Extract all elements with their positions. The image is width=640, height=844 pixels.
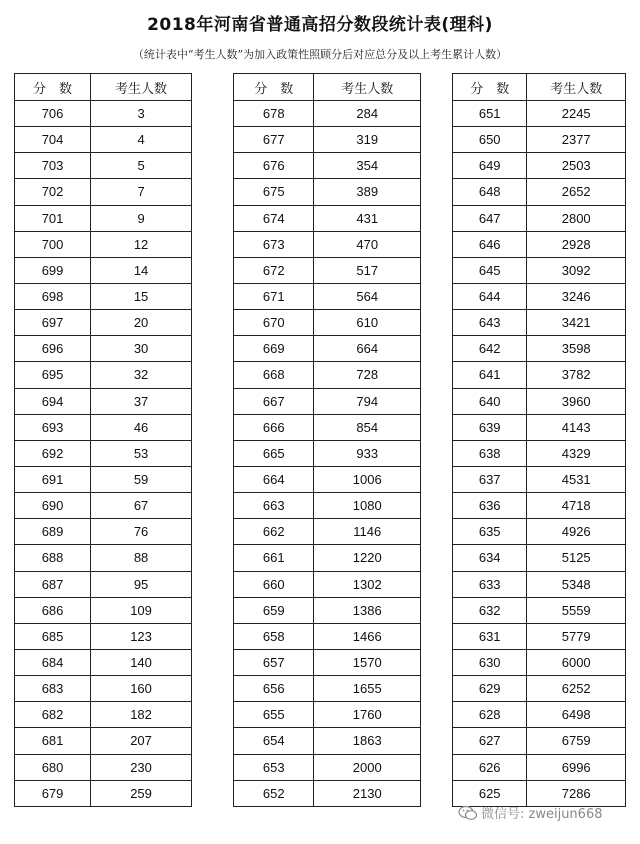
count-cell: 123 [91,623,192,649]
count-cell: 7286 [527,780,626,806]
table-row [453,153,626,179]
count-cell: 5348 [527,571,626,597]
table-row [15,310,192,336]
count-cell: 2130 [314,780,421,806]
count-cell: 319 [314,127,421,153]
table-row [15,754,192,780]
count-cell: 12 [91,231,192,257]
score-cell: 691 [15,466,91,492]
score-cell: 682 [15,702,91,728]
count-cell: 76 [91,519,192,545]
score-table-3 [452,73,626,807]
table-row [234,362,421,388]
score-cell: 625 [453,780,527,806]
score-cell: 628 [453,702,527,728]
score-cell: 672 [234,257,314,283]
count-cell: 794 [314,388,421,414]
table-row [15,257,192,283]
score-cell: 642 [453,336,527,362]
count-cell: 3598 [527,336,626,362]
table-row [234,179,421,205]
count-cell: 230 [91,754,192,780]
count-cell: 354 [314,153,421,179]
count-cell: 59 [91,466,192,492]
count-cell: 3782 [527,362,626,388]
score-cell: 638 [453,440,527,466]
score-cell: 668 [234,362,314,388]
column-header-count: 考生人数 [527,74,626,101]
table-row [234,231,421,257]
score-cell: 694 [15,388,91,414]
score-cell: 656 [234,676,314,702]
score-cell: 645 [453,257,527,283]
score-cell: 641 [453,362,527,388]
score-cell: 631 [453,623,527,649]
count-cell: 5125 [527,545,626,571]
score-cell: 652 [234,780,314,806]
count-cell: 2377 [527,127,626,153]
table-row [453,728,626,754]
table-row [453,676,626,702]
column-header-count: 考生人数 [314,74,421,101]
table-row [15,153,192,179]
table-row [453,493,626,519]
count-cell: 182 [91,702,192,728]
column-header-score: 分 数 [234,74,314,101]
count-cell: 6000 [527,649,626,675]
count-cell: 3960 [527,388,626,414]
score-cell: 673 [234,231,314,257]
score-cell: 674 [234,205,314,231]
count-cell: 3 [91,101,192,127]
score-cell: 676 [234,153,314,179]
score-cell: 630 [453,649,527,675]
table-row [15,205,192,231]
column-header-count: 考生人数 [91,74,192,101]
table-row [453,362,626,388]
count-cell: 2928 [527,231,626,257]
count-cell: 4531 [527,466,626,492]
score-cell: 704 [15,127,91,153]
table-row [234,597,421,623]
table-row [234,257,421,283]
score-cell: 627 [453,728,527,754]
count-cell: 1220 [314,545,421,571]
count-cell: 389 [314,179,421,205]
score-cell: 646 [453,231,527,257]
table-row [15,493,192,519]
count-cell: 1655 [314,676,421,702]
page-subtitle: （统计表中“考生人数”为加入政策性照顾分后对应总分及以上考生累计人数） [132,48,508,61]
count-cell: 3092 [527,257,626,283]
score-cell: 671 [234,283,314,309]
score-cell: 653 [234,754,314,780]
count-cell: 259 [91,780,192,806]
score-cell: 665 [234,440,314,466]
score-cell: 633 [453,571,527,597]
table-row [15,780,192,806]
table-row [15,571,192,597]
score-cell: 683 [15,676,91,702]
table-row [453,101,626,127]
table-row [453,257,626,283]
table-row [15,101,192,127]
score-cell: 637 [453,466,527,492]
count-cell: 4718 [527,493,626,519]
table-row [453,283,626,309]
count-cell: 95 [91,571,192,597]
count-cell: 1386 [314,597,421,623]
score-cell: 663 [234,493,314,519]
table-row [234,414,421,440]
score-cell: 677 [234,127,314,153]
count-cell: 9 [91,205,192,231]
score-cell: 687 [15,571,91,597]
score-cell: 629 [453,676,527,702]
score-cell: 634 [453,545,527,571]
count-cell: 1006 [314,466,421,492]
count-cell: 5779 [527,623,626,649]
count-cell: 2652 [527,179,626,205]
score-cell: 690 [15,493,91,519]
count-cell: 109 [91,597,192,623]
count-cell: 160 [91,676,192,702]
watermark-text: 微信号: zweijun668 [481,807,603,822]
score-cell: 643 [453,310,527,336]
score-cell: 660 [234,571,314,597]
table-row [15,519,192,545]
score-cell: 692 [15,440,91,466]
table-row [234,676,421,702]
table-row [234,623,421,649]
score-cell: 700 [15,231,91,257]
count-cell: 3246 [527,283,626,309]
table-row [234,153,421,179]
table-row [453,231,626,257]
table-row [234,754,421,780]
score-cell: 706 [15,101,91,127]
table-row [15,728,192,754]
count-cell: 1760 [314,702,421,728]
table-row [15,283,192,309]
table-row [234,728,421,754]
count-cell: 30 [91,336,192,362]
score-cell: 669 [234,336,314,362]
table-row [453,127,626,153]
table-row [453,466,626,492]
count-cell: 470 [314,231,421,257]
table-row [234,127,421,153]
count-cell: 15 [91,283,192,309]
score-cell: 684 [15,649,91,675]
table-row [234,780,421,806]
count-cell: 6498 [527,702,626,728]
count-cell: 140 [91,649,192,675]
score-cell: 678 [234,101,314,127]
table-row [15,676,192,702]
table-row [234,310,421,336]
score-cell: 688 [15,545,91,571]
count-cell: 88 [91,545,192,571]
table-row [453,597,626,623]
table-row [15,649,192,675]
table-row [234,205,421,231]
score-cell: 659 [234,597,314,623]
table-row [453,388,626,414]
count-cell: 933 [314,440,421,466]
score-cell: 647 [453,205,527,231]
count-cell: 1080 [314,493,421,519]
count-cell: 6759 [527,728,626,754]
wechat-icon [458,805,478,821]
table-row [453,519,626,545]
count-cell: 2503 [527,153,626,179]
count-cell: 14 [91,257,192,283]
score-cell: 640 [453,388,527,414]
count-cell: 5 [91,153,192,179]
score-cell: 654 [234,728,314,754]
count-cell: 564 [314,283,421,309]
score-cell: 699 [15,257,91,283]
score-cell: 661 [234,545,314,571]
score-cell: 636 [453,493,527,519]
count-cell: 2245 [527,101,626,127]
score-cell: 679 [15,780,91,806]
table-row [453,205,626,231]
table-row [453,702,626,728]
count-cell: 517 [314,257,421,283]
count-cell: 854 [314,414,421,440]
table-row [15,179,192,205]
table-row [234,283,421,309]
score-cell: 702 [15,179,91,205]
score-cell: 648 [453,179,527,205]
page-title: 2018年河南省普通高招分数段统计表(理科) [147,15,493,35]
count-cell: 4143 [527,414,626,440]
count-cell: 1466 [314,623,421,649]
count-cell: 2800 [527,205,626,231]
table-row [234,571,421,597]
count-cell: 2000 [314,754,421,780]
table-row [15,597,192,623]
table-row [453,649,626,675]
count-cell: 53 [91,440,192,466]
score-cell: 658 [234,623,314,649]
table-row [453,179,626,205]
table-row [453,571,626,597]
score-cell: 680 [15,754,91,780]
score-cell: 701 [15,205,91,231]
table-row [234,493,421,519]
count-cell: 4329 [527,440,626,466]
table-row [234,388,421,414]
table-row [234,336,421,362]
score-cell: 639 [453,414,527,440]
count-cell: 32 [91,362,192,388]
table-row [234,649,421,675]
table-row [453,754,626,780]
score-cell: 626 [453,754,527,780]
count-cell: 431 [314,205,421,231]
score-cell: 675 [234,179,314,205]
score-cell: 657 [234,649,314,675]
table-row [15,362,192,388]
score-cell: 697 [15,310,91,336]
table-row [453,623,626,649]
count-cell: 1570 [314,649,421,675]
score-cell: 670 [234,310,314,336]
table-row [234,440,421,466]
score-cell: 664 [234,466,314,492]
count-cell: 284 [314,101,421,127]
count-cell: 7 [91,179,192,205]
score-cell: 693 [15,414,91,440]
table-row [453,440,626,466]
score-cell: 666 [234,414,314,440]
score-cell: 650 [453,127,527,153]
count-cell: 207 [91,728,192,754]
table-row [15,545,192,571]
count-cell: 1146 [314,519,421,545]
score-cell: 662 [234,519,314,545]
count-cell: 6996 [527,754,626,780]
score-cell: 685 [15,623,91,649]
score-cell: 649 [453,153,527,179]
score-cell: 689 [15,519,91,545]
count-cell: 5559 [527,597,626,623]
count-cell: 20 [91,310,192,336]
watermark [458,803,602,822]
score-cell: 681 [15,728,91,754]
table-row [453,545,626,571]
score-cell: 632 [453,597,527,623]
table-row [234,519,421,545]
score-table-2 [233,73,421,807]
table-row [234,702,421,728]
score-cell: 655 [234,702,314,728]
table-row [453,336,626,362]
count-cell: 4 [91,127,192,153]
count-cell: 1863 [314,728,421,754]
score-cell: 703 [15,153,91,179]
score-cell: 698 [15,283,91,309]
score-cell: 667 [234,388,314,414]
table-row [15,336,192,362]
count-cell: 4926 [527,519,626,545]
table-row [15,127,192,153]
score-cell: 635 [453,519,527,545]
table-row [15,623,192,649]
table-row [15,231,192,257]
table-row [453,310,626,336]
table-row [15,466,192,492]
table-row [15,414,192,440]
table-row [234,545,421,571]
table-row [234,101,421,127]
table-row [15,440,192,466]
score-cell: 686 [15,597,91,623]
count-cell: 728 [314,362,421,388]
count-cell: 37 [91,388,192,414]
count-cell: 6252 [527,676,626,702]
score-cell: 695 [15,362,91,388]
score-table-1 [14,73,192,807]
column-header-score: 分 数 [15,74,91,101]
table-row [453,414,626,440]
count-cell: 664 [314,336,421,362]
table-row [15,388,192,414]
count-cell: 1302 [314,571,421,597]
column-header-score: 分 数 [453,74,527,101]
count-cell: 67 [91,493,192,519]
score-cell: 651 [453,101,527,127]
count-cell: 610 [314,310,421,336]
count-cell: 3421 [527,310,626,336]
score-cell: 644 [453,283,527,309]
table-row [234,466,421,492]
table-row [15,702,192,728]
count-cell: 46 [91,414,192,440]
score-cell: 696 [15,336,91,362]
